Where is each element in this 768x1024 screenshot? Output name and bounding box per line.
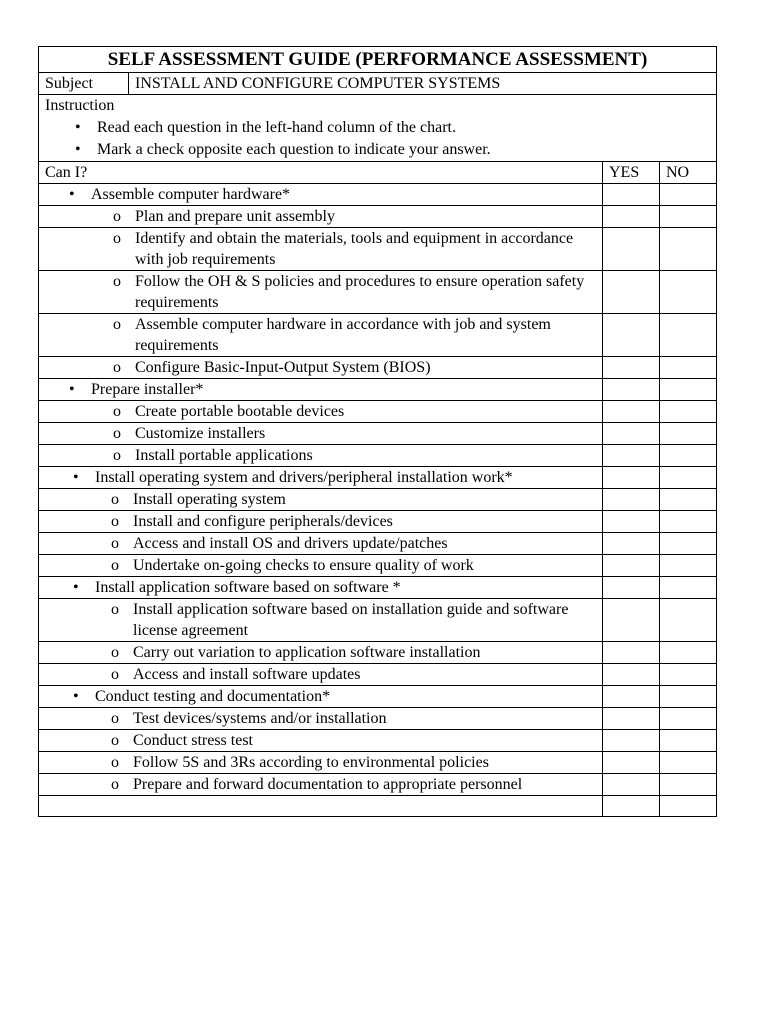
yes-checkbox-cell[interactable]: [603, 664, 660, 686]
table-row: [39, 184, 717, 206]
subject-label: Subject: [39, 73, 129, 95]
table-row: [39, 664, 717, 686]
bullet-icon: •: [73, 688, 79, 705]
row-text: Carry out variation to application software installation: [133, 644, 481, 661]
sub-item: [39, 752, 603, 774]
yes-checkbox-cell[interactable]: [603, 730, 660, 752]
row-text: Install application software based on installation guide and software license agreement: [133, 601, 569, 639]
bullet-icon: •: [75, 119, 81, 136]
sub-item: [39, 708, 603, 730]
sub-item: [39, 206, 603, 228]
row-text: Install operating system: [133, 491, 286, 508]
yes-checkbox-cell[interactable]: [603, 206, 660, 228]
table-row: [39, 642, 717, 664]
table-row: [39, 555, 717, 577]
instruction-cell: [39, 95, 717, 162]
no-checkbox-cell[interactable]: [660, 686, 717, 708]
no-checkbox-cell[interactable]: [660, 752, 717, 774]
yes-checkbox-cell[interactable]: [603, 423, 660, 445]
no-checkbox-cell[interactable]: [660, 599, 717, 642]
circle-bullet-icon: o: [113, 230, 121, 247]
row-text: Plan and prepare unit assembly: [135, 208, 335, 225]
self-assessment-table: [38, 46, 717, 817]
subject-row: [39, 73, 717, 95]
no-checkbox-cell[interactable]: [660, 774, 717, 796]
no-checkbox-cell[interactable]: [660, 445, 717, 467]
instruction-row: [39, 95, 717, 162]
yes-column-header: YES: [603, 162, 660, 184]
instruction-label: Instruction: [45, 97, 115, 114]
instruction-text: Read each question in the left-hand column of the chart.: [97, 119, 456, 136]
yes-checkbox-cell[interactable]: [603, 228, 660, 271]
circle-bullet-icon: o: [111, 754, 119, 771]
yes-checkbox-cell[interactable]: [603, 686, 660, 708]
circle-bullet-icon: o: [113, 359, 121, 376]
bullet-icon: •: [69, 186, 75, 203]
circle-bullet-icon: o: [113, 208, 121, 225]
table-row: [39, 423, 717, 445]
yes-checkbox-cell[interactable]: [603, 357, 660, 379]
sub-item: [39, 423, 603, 445]
yes-checkbox-cell[interactable]: [603, 555, 660, 577]
row-text: Install and configure peripherals/devices: [133, 513, 393, 530]
bullet-icon: •: [73, 579, 79, 596]
blank-cell: [39, 796, 603, 817]
blank-row: [39, 796, 717, 817]
yes-checkbox-cell[interactable]: [603, 599, 660, 642]
table-row: [39, 206, 717, 228]
no-column-header: NO: [660, 162, 717, 184]
competency-heading: [39, 379, 603, 401]
sub-item: [39, 642, 603, 664]
no-checkbox-cell[interactable]: [660, 401, 717, 423]
page-title: SELF ASSESSMENT GUIDE (PERFORMANCE ASSESSMENT): [39, 47, 717, 73]
instruction-item: [45, 117, 716, 139]
row-text: Follow 5S and 3Rs according to environmental policies: [133, 754, 489, 771]
circle-bullet-icon: o: [113, 447, 121, 464]
circle-bullet-icon: o: [113, 273, 121, 290]
yes-checkbox-cell[interactable]: [603, 708, 660, 730]
row-text: Create portable bootable devices: [135, 403, 345, 420]
competency-heading: [39, 577, 603, 599]
table-row: [39, 228, 717, 271]
yes-checkbox-cell[interactable]: [603, 577, 660, 599]
yes-checkbox-cell[interactable]: [603, 379, 660, 401]
question-column-header: Can I?: [39, 162, 603, 184]
row-text: Assemble computer hardware*: [91, 186, 291, 203]
no-checkbox-cell[interactable]: [660, 642, 717, 664]
sub-item: [39, 357, 603, 379]
sub-item: [39, 228, 603, 271]
circle-bullet-icon: o: [111, 513, 119, 530]
row-text: Prepare and forward documentation to appropriate personnel: [133, 776, 523, 793]
row-text: Test devices/systems and/or installation: [133, 710, 387, 727]
circle-bullet-icon: o: [111, 776, 119, 793]
circle-bullet-icon: o: [111, 644, 119, 661]
row-text: Undertake on-going checks to ensure quality of work: [133, 557, 474, 574]
sub-item: [39, 599, 603, 642]
no-checkbox-cell[interactable]: [660, 314, 717, 357]
table-row: [39, 314, 717, 357]
row-text: Customize installers: [135, 425, 266, 442]
row-text: Configure Basic-Input-Output System (BIOS): [135, 359, 431, 376]
sub-item: [39, 511, 603, 533]
sub-item: [39, 445, 603, 467]
row-text: Install operating system and drivers/peripheral installation work*: [95, 469, 513, 486]
sub-item: [39, 664, 603, 686]
yes-checkbox-cell[interactable]: [603, 271, 660, 314]
table-row: [39, 752, 717, 774]
header-row: [39, 162, 717, 184]
yes-checkbox-cell[interactable]: [603, 774, 660, 796]
table-row: [39, 708, 717, 730]
circle-bullet-icon: o: [111, 557, 119, 574]
table-row: [39, 489, 717, 511]
yes-checkbox-cell[interactable]: [603, 642, 660, 664]
sub-item: [39, 774, 603, 796]
yes-checkbox-cell[interactable]: [603, 467, 660, 489]
table-row: [39, 379, 717, 401]
circle-bullet-icon: o: [111, 666, 119, 683]
yes-checkbox-cell[interactable]: [603, 445, 660, 467]
yes-checkbox-cell[interactable]: [603, 796, 660, 817]
no-checkbox-cell[interactable]: [660, 184, 717, 206]
table-row: [39, 511, 717, 533]
competency-heading: [39, 184, 603, 206]
sub-item: [39, 555, 603, 577]
row-text: Identify and obtain the materials, tools and equipment in accordance with job requirements: [135, 230, 574, 268]
sub-item: [39, 401, 603, 423]
yes-checkbox-cell[interactable]: [603, 314, 660, 357]
bullet-icon: •: [69, 381, 75, 398]
table-row: [39, 599, 717, 642]
circle-bullet-icon: o: [111, 710, 119, 727]
row-text: Conduct testing and documentation*: [95, 688, 331, 705]
subject-value: INSTALL AND CONFIGURE COMPUTER SYSTEMS: [129, 73, 717, 95]
sub-item: [39, 730, 603, 752]
no-checkbox-cell[interactable]: [660, 511, 717, 533]
instruction-item: [45, 139, 716, 161]
table-row: [39, 577, 717, 599]
table-row: [39, 730, 717, 752]
table-row: [39, 357, 717, 379]
no-checkbox-cell[interactable]: [660, 228, 717, 271]
yes-checkbox-cell[interactable]: [603, 401, 660, 423]
no-checkbox-cell[interactable]: [660, 467, 717, 489]
no-checkbox-cell[interactable]: [660, 489, 717, 511]
bullet-icon: •: [73, 469, 79, 486]
competency-heading: [39, 467, 603, 489]
circle-bullet-icon: o: [113, 403, 121, 420]
yes-checkbox-cell[interactable]: [603, 184, 660, 206]
row-text: Follow the OH & S policies and procedures to ensure operation safety requirements: [135, 273, 585, 311]
instruction-text: Mark a check opposite each question to indicate your answer.: [97, 141, 491, 158]
row-text: Access and install OS and drivers update/patches: [133, 535, 448, 552]
no-checkbox-cell[interactable]: [660, 379, 717, 401]
circle-bullet-icon: o: [111, 601, 119, 618]
table-row: [39, 401, 717, 423]
circle-bullet-icon: o: [111, 535, 119, 552]
sub-item: [39, 489, 603, 511]
no-checkbox-cell[interactable]: [660, 206, 717, 228]
row-text: Conduct stress test: [133, 732, 253, 749]
no-checkbox-cell[interactable]: [660, 796, 717, 817]
table-row: [39, 467, 717, 489]
yes-checkbox-cell[interactable]: [603, 752, 660, 774]
table-row: [39, 686, 717, 708]
circle-bullet-icon: o: [111, 491, 119, 508]
no-checkbox-cell[interactable]: [660, 577, 717, 599]
no-checkbox-cell[interactable]: [660, 357, 717, 379]
row-text: Install application software based on software *: [95, 579, 401, 596]
bullet-icon: •: [75, 141, 81, 158]
circle-bullet-icon: o: [113, 425, 121, 442]
no-checkbox-cell[interactable]: [660, 708, 717, 730]
no-checkbox-cell[interactable]: [660, 664, 717, 686]
no-checkbox-cell[interactable]: [660, 730, 717, 752]
no-checkbox-cell[interactable]: [660, 423, 717, 445]
table-row: [39, 774, 717, 796]
no-checkbox-cell[interactable]: [660, 533, 717, 555]
sub-item: [39, 271, 603, 314]
table-row: [39, 271, 717, 314]
yes-checkbox-cell[interactable]: [603, 533, 660, 555]
row-text: Access and install software updates: [133, 666, 361, 683]
table-row: [39, 445, 717, 467]
yes-checkbox-cell[interactable]: [603, 511, 660, 533]
no-checkbox-cell[interactable]: [660, 555, 717, 577]
row-text: Prepare installer*: [91, 381, 204, 398]
row-text: Assemble computer hardware in accordance with job and system requirements: [135, 316, 551, 354]
table-row: [39, 533, 717, 555]
circle-bullet-icon: o: [113, 316, 121, 333]
yes-checkbox-cell[interactable]: [603, 489, 660, 511]
circle-bullet-icon: o: [111, 732, 119, 749]
competency-heading: [39, 686, 603, 708]
no-checkbox-cell[interactable]: [660, 271, 717, 314]
sub-item: [39, 314, 603, 357]
sub-item: [39, 533, 603, 555]
title-row: [39, 47, 717, 73]
row-text: Install portable applications: [135, 447, 313, 464]
